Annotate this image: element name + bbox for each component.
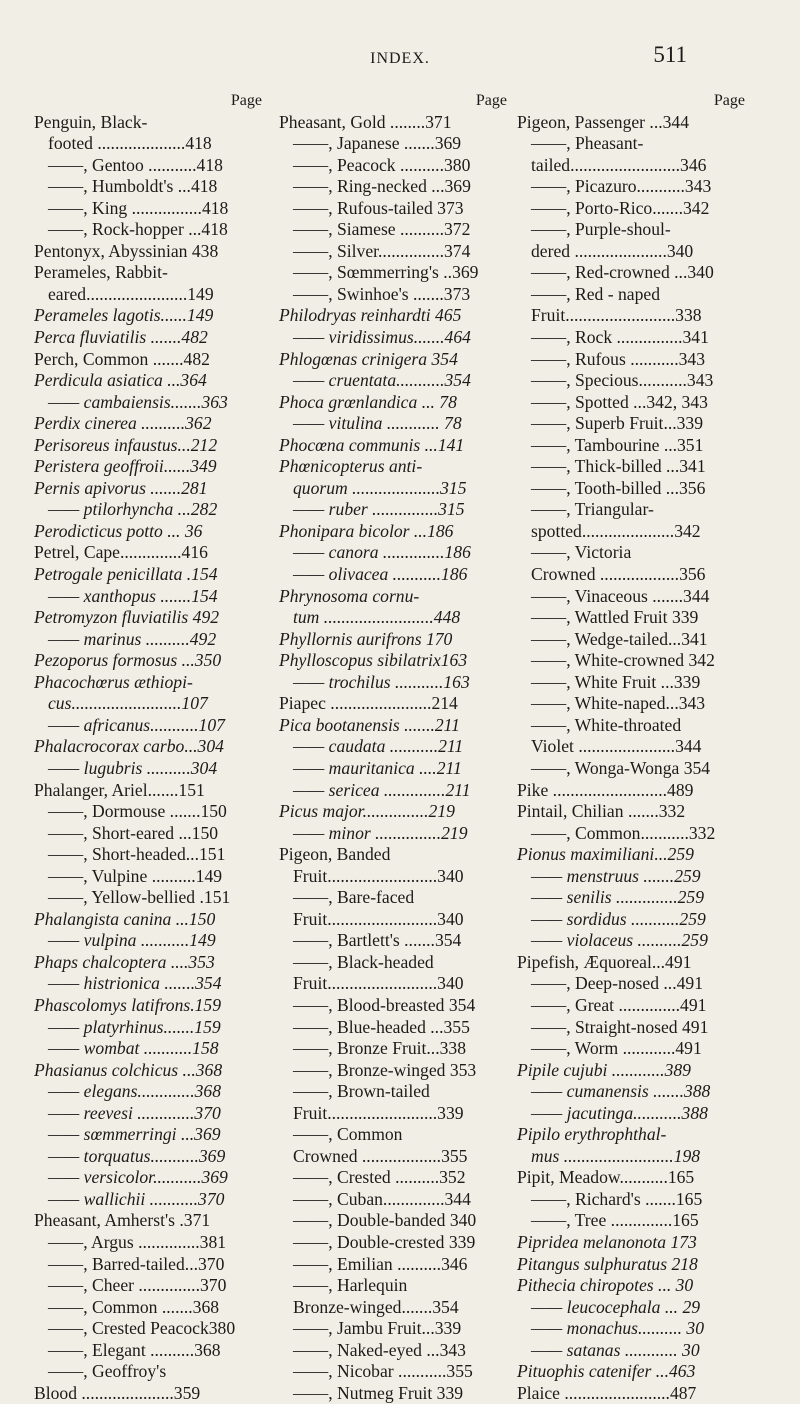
index-entry: Philodryas reinhardti 465 [279, 305, 462, 326]
index-entry: ——, Common...........332 [531, 822, 716, 843]
index-entry: ——, Silver...............374 [293, 240, 471, 261]
index-entry: —— elegans.............368 [48, 1081, 221, 1102]
index-entry: ——, Rufous ...........343 [531, 348, 705, 369]
index-entry: —— trochilus ...........163 [293, 671, 470, 692]
index-entry: ——, Richard's .......165 [531, 1188, 703, 1209]
index-entry: —— africanus...........107 [48, 714, 225, 735]
index-entry: —— vulpina ...........149 [48, 930, 216, 951]
index-entry: —— menstruus .......259 [531, 865, 701, 886]
index-entry: Fruit.........................339 [293, 1102, 464, 1123]
index-entry: ——, Triangular- [531, 499, 654, 520]
index-entry: Pernis apivorus .......281 [34, 477, 208, 498]
index-entry: ——, Naked-eyed ...343 [293, 1339, 466, 1360]
index-entry: —— cruentata...........354 [293, 370, 471, 391]
index-entry: eared.......................149 [48, 283, 214, 304]
index-entry: Pituophis catenifer ...463 [517, 1361, 696, 1382]
index-entry: Pica bootanensis .......211 [279, 714, 460, 735]
index-entry: ——, Common [293, 1124, 403, 1145]
index-entry: ——, White-crowned 342 [531, 650, 715, 671]
index-entry: ——, Common .......368 [48, 1296, 220, 1317]
index-entry: ——, Gentoo ...........418 [48, 154, 223, 175]
index-entry: Blood .....................359 [34, 1382, 201, 1403]
index-entry: ——, Brown-tailed [293, 1081, 430, 1102]
index-entry: ——, Worm ............491 [531, 1038, 702, 1059]
index-entry: —— sordidus ...........259 [531, 908, 706, 929]
index-entry: —— senilis ..............259 [531, 887, 705, 908]
index-entry: ——, Short-headed...151 [48, 844, 226, 865]
index-entry: —— platyrhinus.......159 [48, 1016, 221, 1037]
index-entry: —— mauritanica ....211 [293, 757, 462, 778]
index-entry: Phœnicopterus anti- [279, 456, 423, 477]
index-entry: ——, Peacock ..........380 [293, 154, 471, 175]
index-entry: Phyllornis aurifrons 170 [279, 628, 453, 649]
index-entry: Perdicula asiatica ...364 [34, 370, 207, 391]
index-entry: —— minor ...............219 [293, 822, 468, 843]
index-entry: ——, Vinaceous .......344 [531, 585, 710, 606]
index-entry: —— sericea ..............211 [293, 779, 471, 800]
index-entry: Perodicticus potto ... 36 [34, 520, 203, 541]
index-entry: Pionus maximiliani...259 [517, 844, 694, 865]
index-entry: Pheasant, Amherst's .371 [34, 1210, 211, 1231]
index-entry: Phrynosoma cornu- [279, 585, 420, 606]
index-entry: Pentonyx, Abyssinian 438 [34, 240, 219, 261]
index-entry: ——, Jambu Fruit...339 [293, 1318, 462, 1339]
index-entry: —— violaceus ..........259 [531, 930, 708, 951]
index-entry: ——, White-throated [531, 714, 682, 735]
index-entry: ——, King ................418 [48, 197, 229, 218]
index-entry: ——, Vulpine ..........149 [48, 865, 223, 886]
index-entry: tailed.........................346 [531, 154, 707, 175]
index-entry: ——, Wattled Fruit 339 [531, 607, 699, 628]
index-entry: ——, Bare-faced [293, 887, 415, 908]
index-entry: Picus major...............219 [279, 801, 455, 822]
index-entry: ——, Rock-hopper ...418 [48, 219, 228, 240]
index-entry: mus .........................198 [531, 1145, 701, 1166]
index-entry: ——, Deep-nosed ...491 [531, 973, 703, 994]
index-entry: ——, Emilian ..........346 [293, 1253, 468, 1274]
index-entry: Petrogale penicillata .154 [34, 564, 218, 585]
index-entry: ——, Spotted ...342, 343 [531, 391, 708, 412]
index-entry: Peristera geoffroii......349 [34, 456, 217, 477]
index-entry: Pezoporus formosus ...350 [34, 650, 222, 671]
index-entry: —— reevesi .............370 [48, 1102, 221, 1123]
index-entry: —— satanas ............ 30 [531, 1339, 700, 1360]
index-entry: ——, Yellow-bellied .151 [48, 887, 231, 908]
index-entry: ——, Harlequin [293, 1275, 408, 1296]
index-column-3 [517, 90, 745, 1404]
index-entry: ——, White-naped...343 [531, 693, 706, 714]
index-entry: ——, Siamese ..........372 [293, 219, 471, 240]
index-entry: ——, Superb Fruit...339 [531, 413, 704, 434]
index-entry: ——, Humboldt's ...418 [48, 176, 218, 197]
index-entry: Pipilo erythrophthal- [517, 1124, 667, 1145]
index-entry: ——, Cuban..............344 [293, 1188, 471, 1209]
index-entry: ——, Purple-shoul- [531, 219, 671, 240]
index-entry: —— versicolor...........369 [48, 1167, 228, 1188]
index-entry: —— lugubris ..........304 [48, 757, 218, 778]
index-entry: Perch, Common .......482 [34, 348, 210, 369]
index-entry: Petrel, Cape..............416 [34, 542, 208, 563]
index-entry: ——, Ring-necked ...369 [293, 176, 471, 197]
index-entry: —— histrionica .......354 [48, 973, 222, 994]
index-entry: Pitangus sulphuratus 218 [517, 1253, 698, 1274]
index-entry: Phalacrocorax carbo...304 [34, 736, 224, 757]
column-page-heading: Page [475, 92, 507, 109]
index-entry: Pintail, Chilian .......332 [517, 801, 686, 822]
index-column-2 [279, 90, 507, 1404]
index-entry: Fruit.........................338 [531, 305, 702, 326]
index-entry: ——, Short-eared ...150 [48, 822, 219, 843]
index-entry: Perisoreus infaustus...212 [34, 434, 218, 455]
index-entry: Phascolomys latifrons.159 [34, 994, 222, 1015]
index-entry: Perameles, Rabbit- [34, 262, 168, 283]
index-entry: tum .........................448 [293, 607, 461, 628]
index-entry: Piapec .......................214 [279, 693, 458, 714]
index-entry: Pipefish, Æquoreal...491 [517, 951, 692, 972]
index-entry: Perca fluviatilis .......482 [34, 327, 208, 348]
index-entry: ——, Blue-headed ...355 [293, 1016, 470, 1037]
index-entry: ——, Elegant ..........368 [48, 1339, 221, 1360]
index-entry: —— marinus ..........492 [48, 628, 217, 649]
index-entry: Violet ......................344 [531, 736, 702, 757]
index-entry: Pipit, Meadow...........165 [517, 1167, 695, 1188]
index-entry: Pipile cujubi ............389 [517, 1059, 691, 1080]
index-entry: Crowned ..................355 [293, 1145, 468, 1166]
index-entry: Pipridea melanonota 173 [517, 1231, 697, 1252]
index-entry: ——, Cheer ..............370 [48, 1275, 227, 1296]
index-entry: ——, Bartlett's .......354 [293, 930, 462, 951]
index-entry: —— leucocephala ... 29 [531, 1296, 701, 1317]
index-entry: ——, Japanese .......369 [293, 133, 462, 154]
index-entry: ——, Double-banded 340 [293, 1210, 477, 1231]
index-entry: quorum ....................315 [293, 477, 467, 498]
index-entry: Penguin, Black- [34, 111, 148, 132]
index-entry: —— wallichii ...........370 [48, 1188, 225, 1209]
index-entry: ——, Double-crested 339 [293, 1231, 476, 1252]
index-entry: Phlogœnas crinigera 354 [279, 348, 458, 369]
index-entry: ——, Blood-breasted 354 [293, 994, 476, 1015]
index-entry: Pithecia chiropotes ... 30 [517, 1275, 694, 1296]
index-column-1 [34, 90, 262, 1404]
index-entry: ——, Wedge-tailed...341 [531, 628, 708, 649]
running-header-title: INDEX. [370, 50, 430, 67]
index-entry: footed ....................418 [48, 133, 212, 154]
index-entry: —— monachus.......... 30 [531, 1318, 705, 1339]
index-entry: Petromyzon fluviatilis 492 [34, 607, 220, 628]
index-entry: ——, Tambourine ...351 [531, 434, 704, 455]
index-entry: Phonipara bicolor ...186 [279, 520, 454, 541]
index-entry: ——, Thick-billed ...341 [531, 456, 706, 477]
index-entry: Phacochœrus æthiopi- [34, 671, 193, 692]
index-entry: ——, Barred-tailed...370 [48, 1253, 225, 1274]
index-entry: —— sœmmerringi ...369 [48, 1124, 221, 1145]
page-number: 511 [653, 42, 687, 67]
index-entry: —— vitulina ............ 78 [293, 413, 462, 434]
index-entry: Crowned ..................356 [531, 564, 706, 585]
index-entry: —— cumanensis .......388 [531, 1081, 711, 1102]
index-entry: —— xanthopus .......154 [48, 585, 218, 606]
index-entry: —— ruber ...............315 [293, 499, 465, 520]
index-entry: —— wombat ...........158 [48, 1038, 219, 1059]
index-entry: ——, Pheasant- [531, 133, 644, 154]
index-entry: Phaps chalcoptera ....353 [34, 951, 215, 972]
index-entry: ——, Rock ...............341 [531, 327, 709, 348]
index-entry: Pigeon, Banded [279, 844, 391, 865]
index-entry: ——, Rufous-tailed 373 [293, 197, 464, 218]
index-entry: ——, Argus ..............381 [48, 1231, 227, 1252]
index-entry: spotted.....................342 [531, 520, 701, 541]
index-entry: ——, Dormouse .......150 [48, 801, 227, 822]
index-entry: Phasianus colchicus ...368 [34, 1059, 223, 1080]
index-entry: ——, Great ..............491 [531, 994, 707, 1015]
index-entry: ——, Nicobar ...........355 [293, 1361, 473, 1382]
index-entry: ——, Nutmeg Fruit 339 [293, 1382, 464, 1403]
index-entry: —— cambaiensis.......363 [48, 391, 228, 412]
index-entry: ——, Tree ..............165 [531, 1210, 699, 1231]
index-entry: ——, Straight-nosed 491 [531, 1016, 709, 1037]
index-entry: Bronze-winged.......354 [293, 1296, 459, 1317]
index-entry: Perameles lagotis......149 [34, 305, 214, 326]
index-entry: Phoca grœnlandica ... 78 [279, 391, 457, 412]
index-entry: ——, Tooth-billed ...356 [531, 477, 706, 498]
index-entry: cus.........................107 [48, 693, 208, 714]
index-entry: ——, Sœmmerring's ..369 [293, 262, 479, 283]
index-entry: ——, Wonga-Wonga 354 [531, 757, 711, 778]
index-entry: ——, Porto-Rico.......342 [531, 197, 710, 218]
index-entry: Phalanger, Ariel.......151 [34, 779, 205, 800]
index-entry: ——, Red - naped [531, 283, 660, 304]
index-entry: ——, Bronze-winged 353 [293, 1059, 477, 1080]
index-entry: dered .....................340 [531, 240, 694, 261]
index-entry: Pigeon, Passenger ...344 [517, 111, 690, 132]
index-entry: Pike ..........................489 [517, 779, 694, 800]
index-entry: Phocœna communis ...141 [279, 434, 465, 455]
index-entry: Fruit.........................340 [293, 973, 464, 994]
index-entry: ——, Geoffroy's [48, 1361, 167, 1382]
index-entry: —— viridissimus.......464 [293, 327, 471, 348]
index-entry: ——, Picazuro...........343 [531, 176, 712, 197]
index-entry: Perdix cinerea ..........362 [34, 413, 212, 434]
index-entry: —— torquatus...........369 [48, 1145, 226, 1166]
index-entry: ——, Specious...........343 [531, 370, 714, 391]
column-page-heading: Page [713, 92, 745, 109]
index-entry: Phylloscopus sibilatrix163 [279, 650, 468, 671]
index-entry: Plaice ........................487 [517, 1382, 697, 1403]
index-entry: —— ptilorhyncha ...282 [48, 499, 218, 520]
column-page-heading: Page [230, 92, 262, 109]
index-entry: —— caudata ...........211 [293, 736, 464, 757]
index-entry: Fruit.........................340 [293, 865, 464, 886]
index-entry: —— olivacea ...........186 [293, 564, 468, 585]
index-entry: —— jacutinga...........388 [531, 1102, 708, 1123]
index-entry: ——, White Fruit ...339 [531, 671, 701, 692]
index-entry: ——, Swinhoe's .......373 [293, 283, 471, 304]
index-entry: ——, Crested ..........352 [293, 1167, 466, 1188]
index-entry: ——, Black-headed [293, 951, 434, 972]
index-entry: ——, Victoria [531, 542, 632, 563]
index-entry: Fruit.........................340 [293, 908, 464, 929]
index-entry: Phalangista canina ...150 [34, 908, 216, 929]
index-entry: ——, Red-crowned ...340 [531, 262, 714, 283]
index-entry: —— canora ..............186 [293, 542, 471, 563]
index-entry: Pheasant, Gold ........371 [279, 111, 452, 132]
index-entry: ——, Bronze Fruit...338 [293, 1038, 466, 1059]
index-entry: ——, Crested Peacock380 [48, 1318, 236, 1339]
